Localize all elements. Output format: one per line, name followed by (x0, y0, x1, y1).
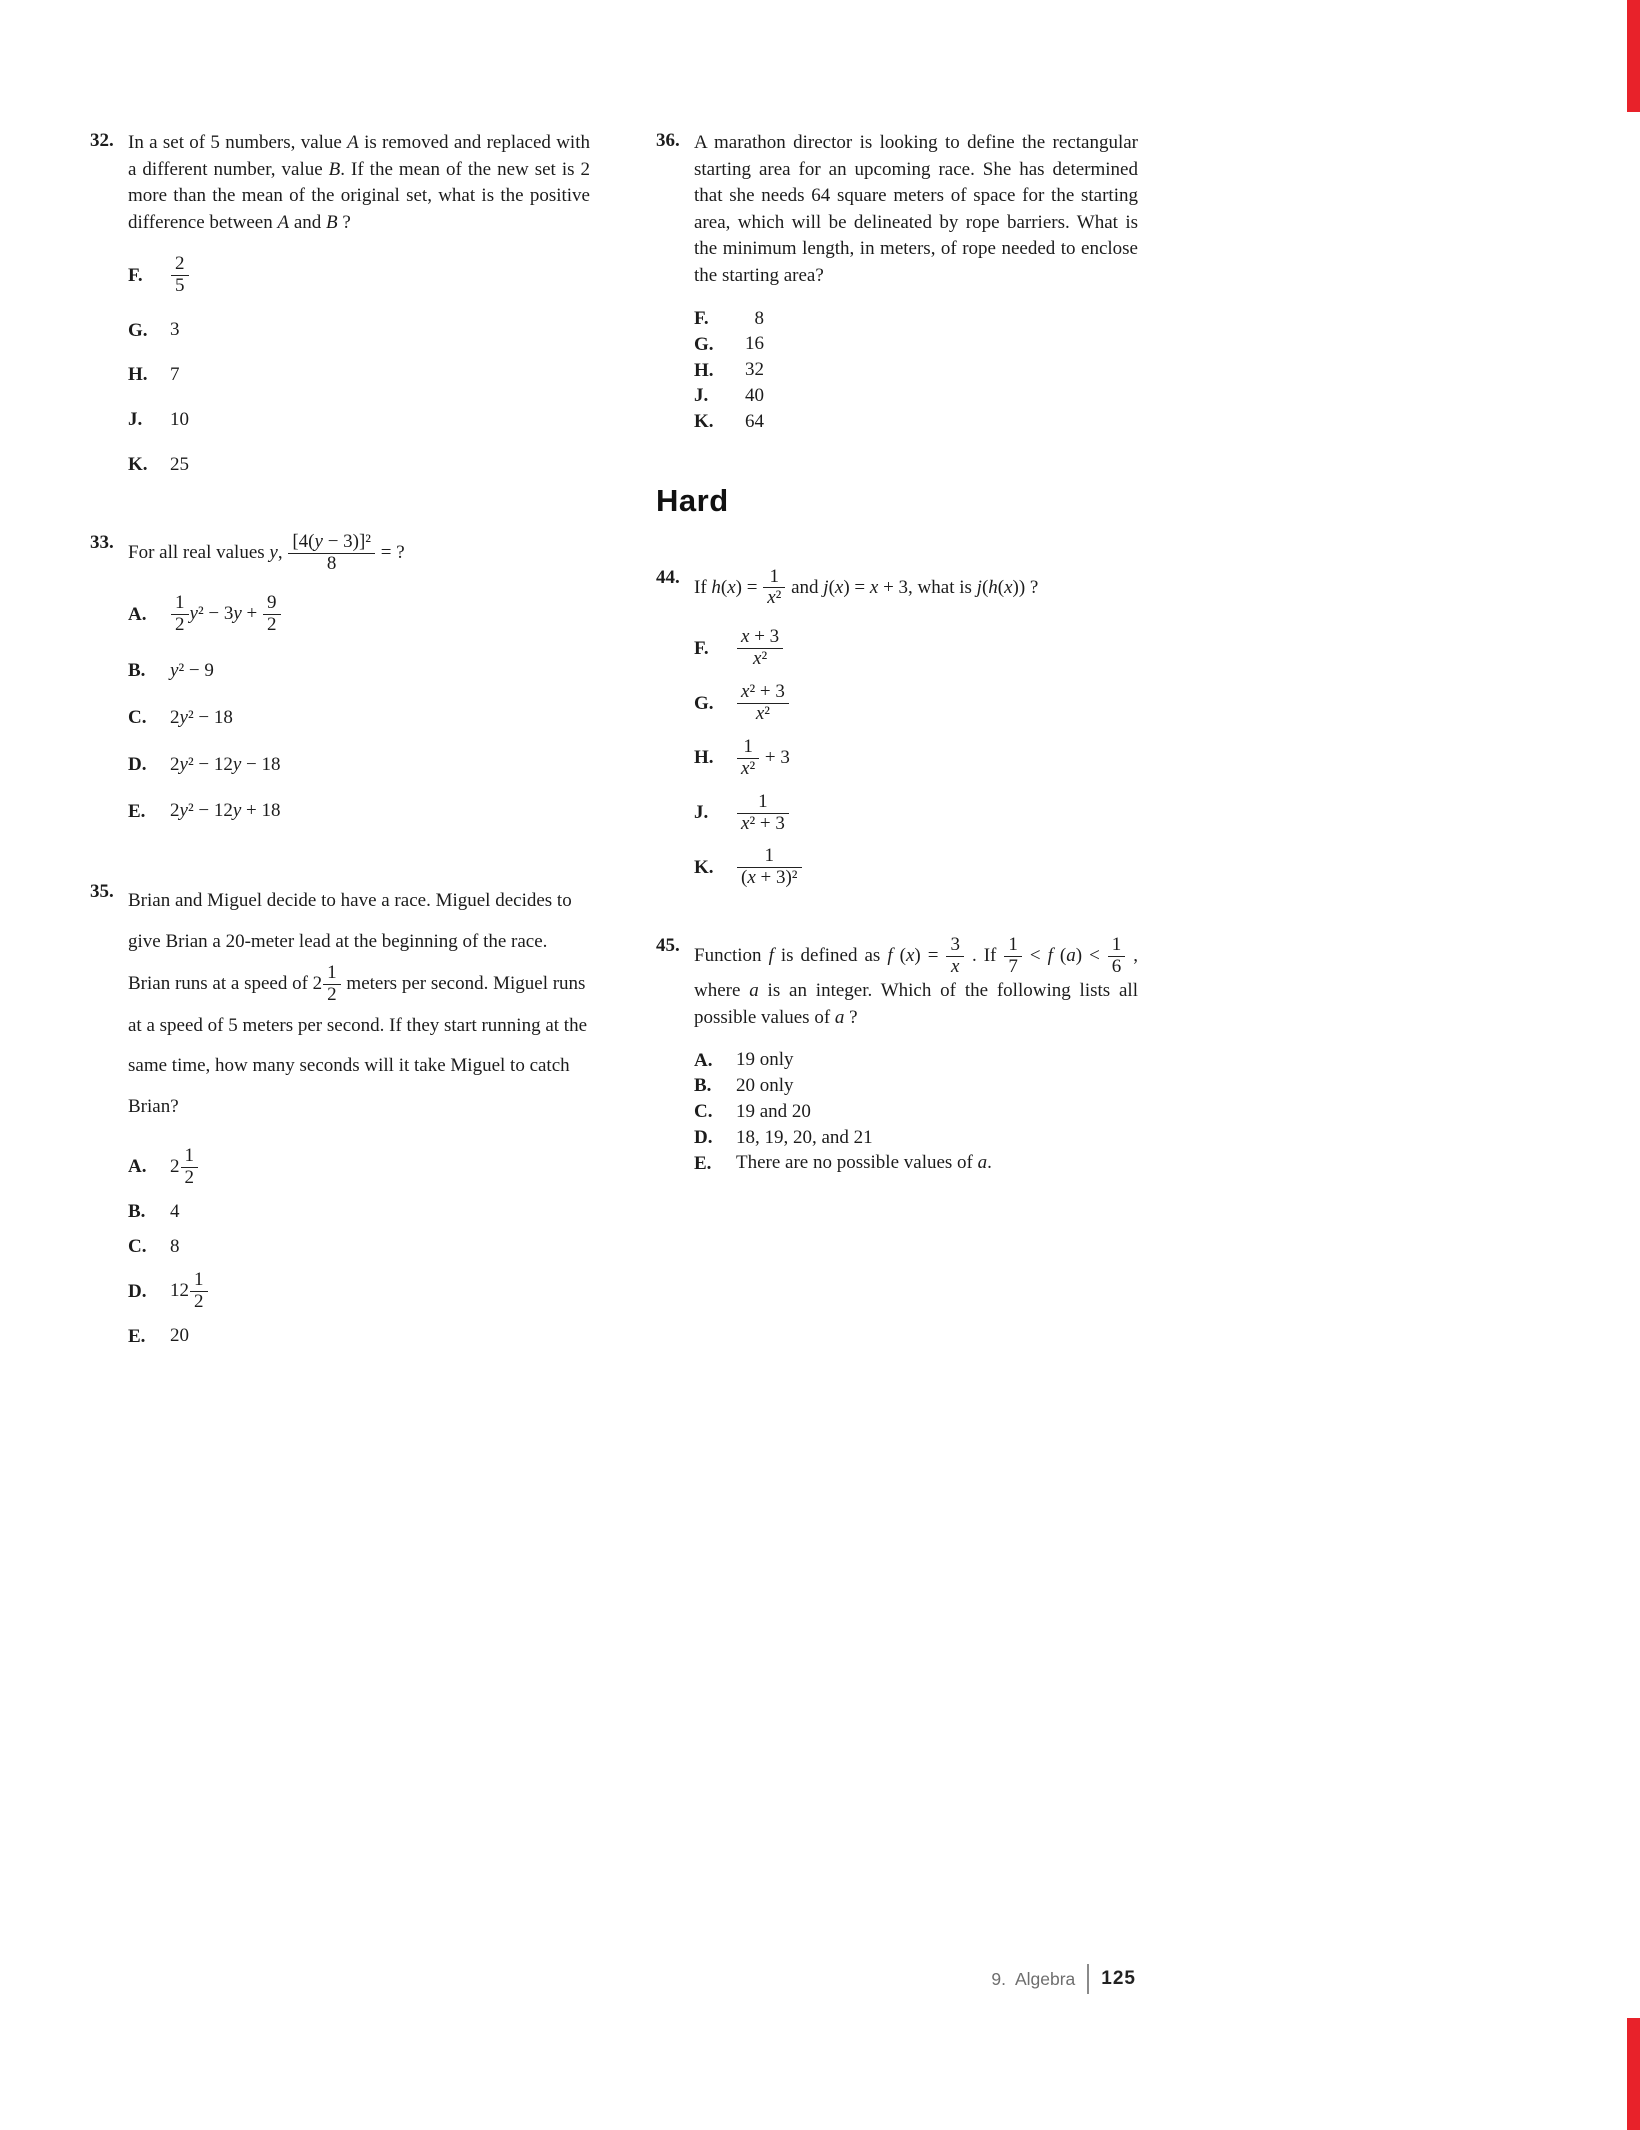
answer-choices (128, 254, 590, 476)
choice-value: 25 (170, 453, 189, 475)
choice-label: C. (128, 1236, 147, 1258)
choice-value: 12 $\frac{1}{2}$ (170, 1270, 209, 1313)
choice-value: y² − 9 (170, 659, 214, 681)
content-columns (90, 130, 1138, 1394)
question-stem: A marathon director is looking to define the rectangular starting area for an upcoming race. She has determined that she needs 64 square meters of space for the starting area, which will be delineated by rope barriers. What is the minimum length, in meters, of rope needed to enclose the starting area? (694, 132, 1138, 286)
choice-label: G. (128, 319, 148, 341)
question-body (694, 567, 1138, 902)
choice-value: 4 (170, 1200, 180, 1222)
answer-choice (694, 411, 1138, 434)
choice-label: B. (694, 1075, 712, 1097)
answer-choice (128, 364, 590, 387)
choice-label: A. (694, 1049, 713, 1071)
answer-choice (128, 754, 590, 777)
answer-choice (694, 1049, 1138, 1072)
question-body (128, 532, 590, 847)
choice-label: E. (128, 800, 146, 822)
question-number: 33. (90, 532, 114, 554)
question-stem: For all real values y, $\frac{\text{[4(y − 3)]²}}{8}$ = ? (128, 531, 405, 575)
choice-value: $\frac{x + 3}{\text{x²}}$ (736, 627, 784, 670)
choice-label: A. (128, 603, 147, 625)
choice-value: 2y² − 12y + 18 (170, 800, 281, 822)
question-body (128, 130, 590, 498)
choice-label: K. (694, 411, 714, 433)
choice-label: D. (128, 1280, 147, 1302)
choice-value: There are no possible values of a. (736, 1152, 992, 1174)
answer-choice (694, 385, 1138, 408)
choice-label: F. (128, 264, 143, 286)
page-footer (90, 1964, 1136, 1994)
choice-value: 32 (745, 359, 764, 381)
choice-label: D. (694, 1126, 713, 1148)
choice-value: 10 (170, 408, 189, 430)
question-body (694, 935, 1138, 1178)
question-stem: Function f is defined as f (x) = $\frac{3}{x}$ . If $\frac{1}{7}$ < f (a) < $\frac{1}{6}$ , where a is an integer. Which of the following lists all possible values of a ? (694, 934, 1139, 1028)
answer-choices (694, 627, 1138, 889)
answer-choices (128, 593, 590, 823)
answer-choice (694, 359, 1138, 382)
choice-value: $\frac{2}{5}$ (170, 254, 190, 297)
answer-choice (694, 308, 1138, 331)
answer-choice (128, 319, 590, 342)
answer-choice (128, 660, 590, 683)
footer-section-name: Algebra (1014, 1968, 1076, 1989)
choice-label: H. (694, 359, 714, 381)
choice-label: D. (128, 753, 147, 775)
choice-value: 16 (745, 333, 764, 355)
question-44 (656, 567, 1138, 902)
question-number: 32. (90, 130, 114, 151)
question-35 (90, 881, 590, 1360)
question-stem: In a set of 5 numbers, value A is removed and replaced with a different number, value B. If the mean of the new set is 2 more than the mean of the original set, what is the positive difference between A and B ? (128, 132, 591, 233)
footer-section-number: 9. (991, 1968, 1006, 1989)
red-edge-tab-top (1627, 0, 1640, 112)
answer-choice (128, 1146, 590, 1189)
answer-choice (128, 254, 590, 297)
left-column (90, 130, 590, 1394)
answer-choice (694, 627, 1138, 670)
red-edge-tab-bottom (1627, 2018, 1640, 2130)
choice-value: 3 (170, 319, 180, 341)
choice-label: C. (128, 707, 147, 729)
choice-label: E. (694, 1152, 712, 1174)
answer-choice (128, 1325, 590, 1348)
choice-value: $\frac{1}{\text{(x + 3)²}}$ (736, 846, 803, 889)
choice-label: J. (694, 802, 709, 824)
question-stem: If h(x) = $\frac{1}{\text{x²}}$ and j(x) = x + 3, what is j(h(x)) ? (694, 565, 1039, 609)
answer-choices (694, 308, 1138, 434)
question-number: 36. (656, 130, 680, 151)
choice-label: H. (694, 747, 714, 769)
answer-choice (128, 1201, 590, 1224)
question-number: 44. (656, 566, 680, 588)
choice-value: $\frac{1}{\text{x²}}$ + 3 (736, 737, 790, 780)
choice-label: A. (128, 1156, 147, 1178)
answer-choice (694, 682, 1138, 725)
answer-choice (694, 792, 1138, 835)
question-33 (90, 532, 590, 847)
choice-value: 8 (170, 1235, 180, 1257)
answer-choice (128, 409, 590, 432)
choice-label: F. (694, 637, 709, 659)
choice-label: K. (694, 856, 714, 878)
choice-value: 2y² − 18 (170, 706, 233, 728)
answer-choice (694, 1127, 1138, 1150)
footer-page-number: 125 (1101, 1968, 1136, 1989)
choice-value: 20 only (736, 1075, 794, 1096)
choice-value: 8 (754, 307, 764, 329)
question-36 (656, 130, 1138, 437)
choice-value: $\frac{\text{x² + 3}}{\text{x²}}$ (736, 682, 790, 725)
difficulty-heading-hard: Hard (656, 482, 729, 518)
answer-choice (694, 846, 1138, 889)
question-32 (90, 130, 590, 498)
choice-label: J. (128, 409, 143, 431)
answer-choice (694, 737, 1138, 780)
choice-value: $\frac{1}{2}$ y² − 3y + $\frac{9}{2}$ (170, 593, 282, 636)
answer-choice (694, 1075, 1138, 1098)
choice-label: E. (128, 1325, 146, 1347)
choice-label: C. (694, 1101, 713, 1123)
choice-label: G. (694, 692, 714, 714)
choice-value: 64 (745, 410, 764, 432)
answer-choice (694, 1152, 1138, 1175)
answer-choice (128, 454, 590, 477)
answer-choice (694, 333, 1138, 356)
right-column (656, 130, 1138, 1394)
choice-value: 40 (745, 384, 764, 406)
answer-choice (694, 1101, 1138, 1124)
choice-value: 19 and 20 (736, 1100, 811, 1122)
answer-choices (128, 1146, 590, 1348)
choice-value: 19 only (736, 1049, 794, 1071)
choice-label: B. (128, 1201, 146, 1223)
choice-value: 2y² − 12y − 18 (170, 753, 281, 775)
choice-value: 18, 19, 20, and 21 (736, 1126, 873, 1148)
choice-label: G. (694, 333, 714, 355)
question-body (128, 881, 590, 1360)
question-45 (656, 935, 1138, 1178)
answer-choice (128, 593, 590, 636)
answer-choice (128, 707, 590, 730)
question-number: 45. (656, 935, 680, 957)
question-number: 35. (90, 881, 114, 903)
answer-choice (128, 1236, 590, 1259)
footer-divider (1087, 1964, 1089, 1994)
choice-label: B. (128, 660, 146, 682)
choice-label: H. (128, 364, 148, 386)
choice-value: 7 (170, 363, 180, 385)
choice-label: F. (694, 307, 709, 329)
answer-choice (128, 1270, 590, 1313)
answer-choices (694, 1049, 1138, 1175)
choice-value: 20 (170, 1325, 189, 1347)
choice-label: K. (128, 453, 148, 475)
answer-choice (128, 800, 590, 823)
choice-value: $\frac{1}{\text{x² + 3}}$ (736, 792, 790, 835)
question-stem: Brian and Miguel decide to have a race. Miguel decides to give Brian a 20-meter lead at the beginning of the race. Brian runs at a speed of 2 $\frac{1}{2}$ meters per second. Miguel runs at a speed of 5 meters per second. If they start running at the same time, how many seconds will it take Miguel to catch Brian? (128, 890, 588, 1118)
question-body (694, 130, 1138, 437)
choice-label: J. (694, 385, 709, 407)
choice-value: 2 $\frac{1}{2}$ (170, 1146, 199, 1189)
